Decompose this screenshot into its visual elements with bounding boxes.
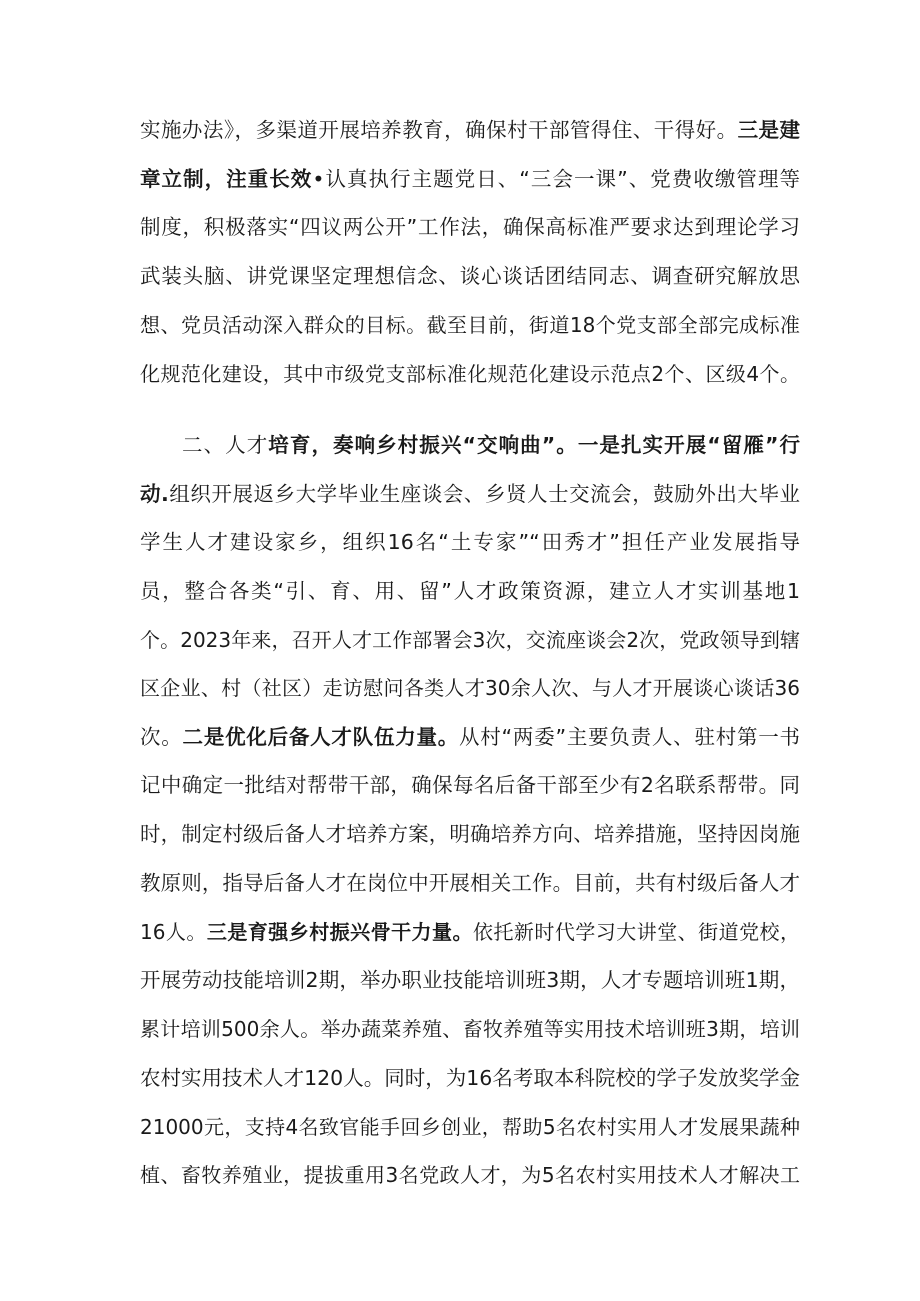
text-run: •认真执行主题党日、“三会一课”、党费收缴管理等 — [312, 167, 800, 191]
text-run: 记中确定一批结对帮带干部，确保每名后备干部至少有2名联系帮带。同 — [140, 773, 800, 797]
bold-run: 培育，奏响乡村振兴“交响曲”。一是扎实开展“留雁”行 — [268, 433, 800, 457]
text-run: 个。2023年来，召开人才工作部署会3次，交流座谈会2次，党政领导到辖 — [140, 628, 800, 652]
text-line — [140, 814, 800, 854]
text-line — [140, 256, 800, 296]
text-line — [140, 668, 800, 708]
text-run: 实施办法》，多渠道开展培养教育，确保村干部管得住、干得好。 — [140, 118, 738, 142]
text-run: 化规范化建设，其中市级党支部标准化规范化建设示范点2个、区级4个。 — [140, 362, 800, 386]
bold-run: 三是育强乡村振兴骨干力量。 — [206, 920, 473, 944]
text-run: 时，制定村级后备人才培养方案，明确培养方向、培养措施，坚持因岗施 — [140, 822, 800, 846]
text-run: 想、党员活动深入群众的目标。截至目前，街道18个党支部全部完成标准 — [140, 313, 800, 337]
text-line — [140, 571, 800, 611]
text-run: 次。 — [140, 725, 183, 749]
text-run: 21000元，支持4名致官能手回乡创业，帮助5名农村实用人才发展果蔬种 — [140, 1115, 800, 1139]
text-run: 16人。 — [140, 920, 207, 944]
text-run: 植、畜牧养殖业，提拔重用3名党政人才，为5名农村实用技术人才解决工 — [140, 1163, 800, 1187]
bold-run: 二是优化后备人才队伍力量。 — [182, 725, 460, 749]
text-run: 组织开展返乡大学毕业生座谈会、乡贤人士交流会，鼓励外出大毕业 — [168, 482, 800, 506]
text-line — [140, 717, 800, 757]
text-line — [140, 1155, 800, 1195]
text-line — [140, 912, 800, 952]
text-line — [140, 960, 800, 1000]
text-run: 武装头脑、讲党课坚定理想信念、谈心谈话团结同志、调查研究解放思 — [140, 264, 800, 288]
text-line — [140, 159, 800, 199]
bold-run: 三是建 — [737, 118, 800, 142]
text-line — [140, 207, 800, 247]
bold-run: 动. — [140, 482, 169, 506]
bold-run: 章立制，注重长效 — [140, 167, 313, 191]
text-line — [140, 1107, 800, 1147]
text-line — [140, 863, 800, 903]
text-run: 累计培训500余人。举办蔬菜养殖、畜牧养殖等实用技术培训班3期，培训 — [140, 1017, 800, 1041]
text-line — [140, 354, 800, 394]
text-run: 教原则，指导后备人才在岗位中开展相关工作。目前，共有村级后备人才 — [140, 871, 800, 895]
text-line — [140, 1058, 800, 1098]
text-line — [140, 1009, 800, 1049]
text-run: 学生人才建设家乡，组织16名“土专家”“田秀才”担任产业发展指导 — [140, 530, 800, 554]
section-heading-line — [182, 425, 800, 465]
text-run: 农村实用技术人才120人。同时，为16名考取本科院校的学子发放奖学金 — [140, 1066, 800, 1090]
text-line — [140, 765, 800, 805]
text-run: 区企业、村（社区）走访慰问各类人才30余人次、与人才开展谈心谈话36 — [140, 676, 800, 700]
text-line — [140, 110, 800, 150]
text-run: 开展劳动技能培训2期，举办职业技能培训班3期，人才专题培训班1期， — [140, 968, 800, 992]
text-line — [140, 620, 800, 660]
text-line — [140, 522, 800, 562]
text-run: 员，整合各类“引、育、用、留”人才政策资源，建立人才实训基地1 — [140, 579, 800, 603]
text-run: 二、人才 — [182, 433, 269, 457]
text-line — [140, 305, 800, 345]
text-run: 依托新时代学习大讲堂、街道党校， — [472, 920, 800, 944]
text-run: 制度，积极落实“四议两公开”工作法，确保高标准严要求达到理论学习 — [140, 215, 800, 239]
text-line — [140, 474, 800, 514]
text-run: 从村“两委”主要负责人、驻村第一书 — [459, 725, 800, 749]
